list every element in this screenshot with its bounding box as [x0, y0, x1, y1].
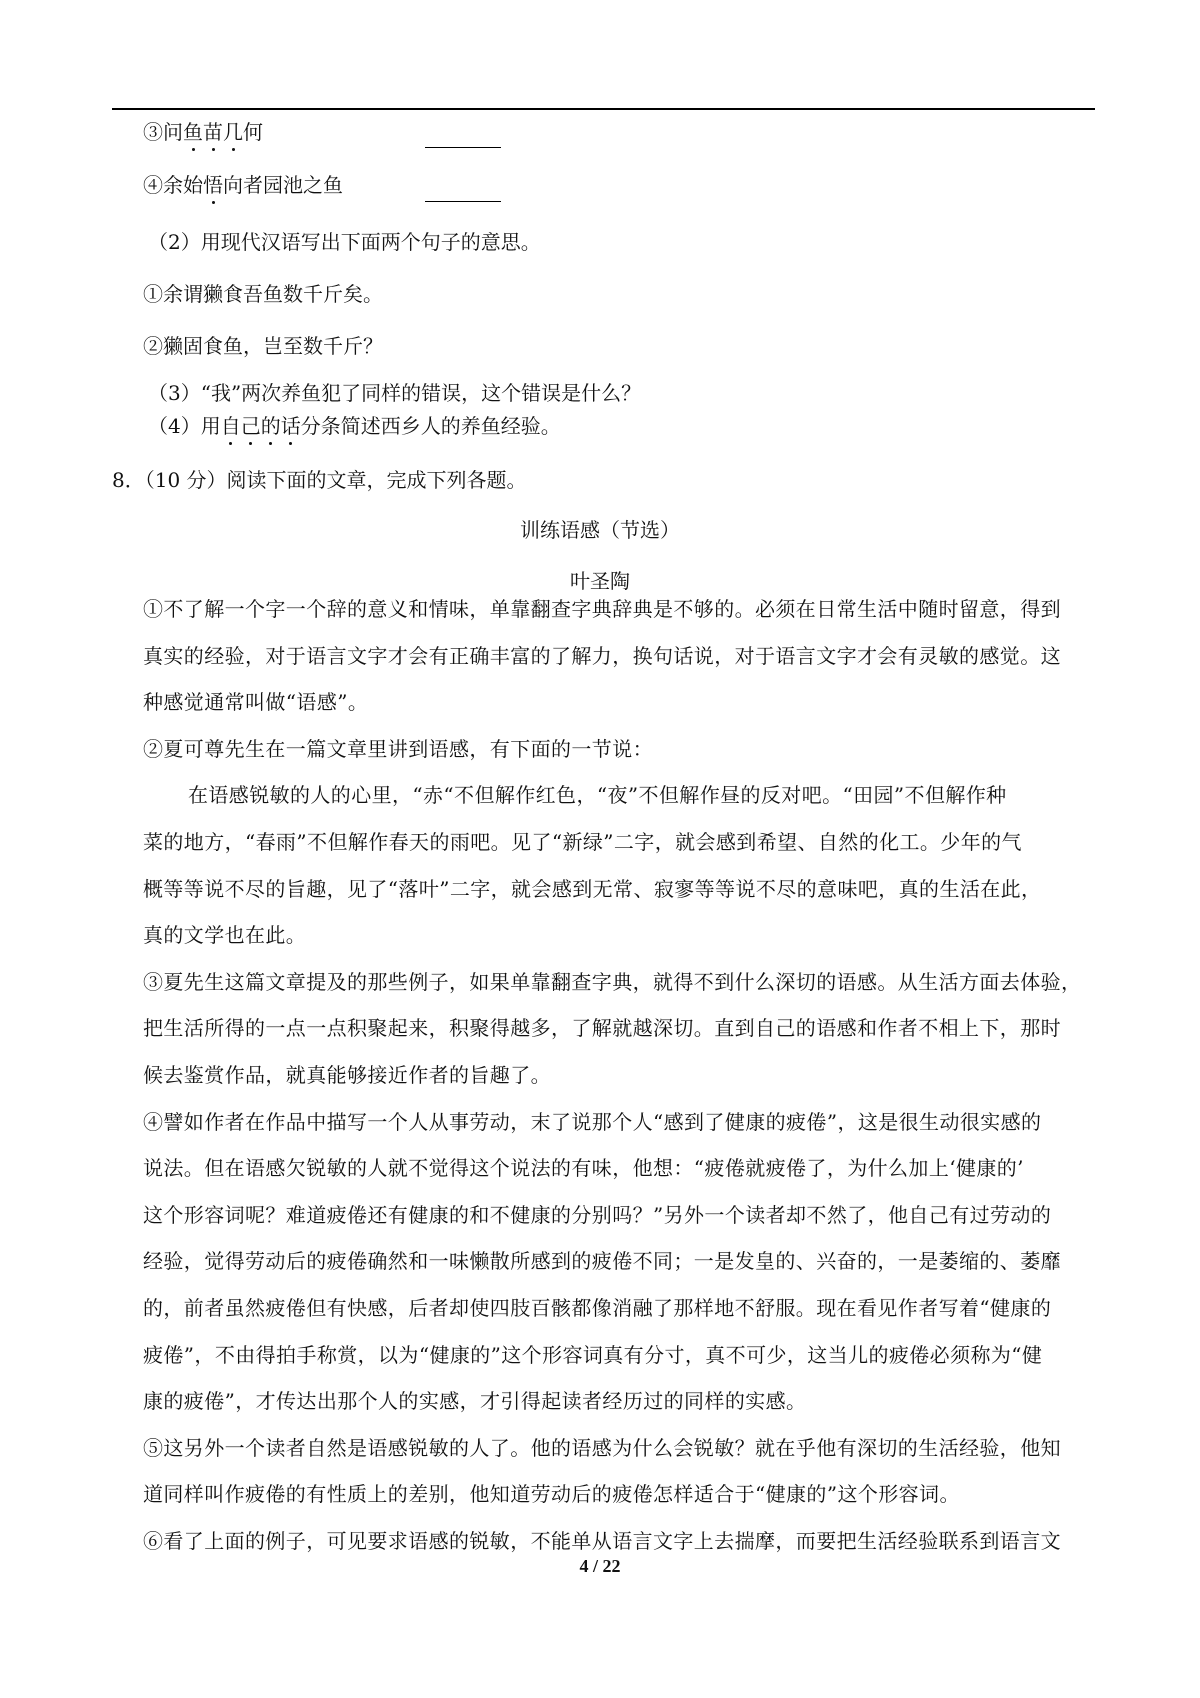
- article-line: 种感觉通常叫做“语感”。: [143, 690, 369, 715]
- article-line: 疲倦”，不由得拍手称赏，以为“健康的”这个形容词真有分寸，真不可少，这当儿的疲倦必须称为“健: [143, 1342, 1043, 1367]
- article-line: 真的文学也在此。: [143, 923, 307, 948]
- article-line: 的，前者虽然疲倦但有快感，后者却使四肢百骸都像消融了那样地不舒服。现在看见作者写着“健康的: [143, 1296, 1052, 1320]
- dotted-text: 自己的话: [220, 414, 301, 438]
- article-line: ③夏先生这篇文章提及的那些例子，如果单靠翻查字典，就得不到什么深切的语感。从生活方面去体验，: [143, 969, 1082, 994]
- q7-item3: ③问鱼苗几何: [143, 120, 263, 144]
- article-line: ⑥看了上面的例子，可见要求语感的锐敏，不能单从语言文字上去揣摩，而要把生活经验联系到语言文: [143, 1529, 1061, 1553]
- answer-blank-3[interactable]: [425, 147, 501, 148]
- article-title: 训练语感（节选）: [520, 518, 680, 542]
- article-line: 道同样叫作疲倦的有性质上的差别，他知道劳动后的疲倦怎样适合于“健康的”这个形容词。: [143, 1482, 960, 1507]
- q7-sub2-sentence-2: ②獭固食鱼，岂至数千斤？: [143, 334, 383, 358]
- dotted-text: 鱼苗几: [183, 120, 243, 144]
- article-line: ⑤这另外一个读者自然是语感锐敏的人了。他的语感为什么会锐敏？就在乎他有深切的生活经验，他知: [143, 1435, 1061, 1460]
- q7-sub4: （4）用自己的话分条简述西乡人的养鱼经验。: [148, 414, 561, 438]
- article-line: 在语感锐敏的人的心里，“赤“不但解作红色，“夜”不但解作昼的反对吧。“田园”不但解作种: [188, 783, 1007, 808]
- article-line: 菜的地方，“春雨”不但解作春天的雨吧。见了“新绿”二字，就会感到希望、自然的化工。少年的气: [143, 830, 1022, 854]
- article-line: ②夏可尊先生在一篇文章里讲到语感，有下面的一节说：: [143, 736, 653, 761]
- article-author: 叶圣陶: [570, 569, 630, 593]
- article-line: 把生活所得的一点一点积聚起来，积聚得越多，了解就越深切。直到自己的语感和作者不相上下，那时: [143, 1016, 1061, 1041]
- article-line: 概等等说不尽的旨趣，见了“落叶”二字，就会感到无常、寂寥等等说不尽的意味吧，真的生活在此，: [143, 876, 1042, 901]
- article-line: ①不了解一个字一个辞的意义和情味，单靠翻查字典辞典是不够的。必须在日常生活中随时留意，得到: [143, 597, 1061, 621]
- article-line: 这个形容词呢？难道疲倦还有健康的和不健康的分别吗？”另外一个读者却不然了，他自己有过劳动的: [143, 1202, 1052, 1227]
- article-line: 说法。但在语感欠锐敏的人就不觉得这个说法的有味，他想：“疲倦就疲倦了，为什么加上‘健康的’: [143, 1156, 1024, 1181]
- page-number: 4 / 22: [579, 1556, 621, 1576]
- q7-sub3: （3）“我”两次养鱼犯了同样的错误，这个错误是什么？: [148, 381, 642, 405]
- answer-blank-4[interactable]: [425, 201, 501, 202]
- article-line: 经验，觉得劳动后的疲倦确然和一味懒散所感到的疲倦不同；一是发皇的、兴奋的，一是萎缩的、萎靡: [143, 1249, 1061, 1274]
- q7-sub2: （2）用现代汉语写出下面两个句子的意思。: [148, 230, 541, 254]
- article-line: 康的疲倦”，才传达出那个人的实感，才引得起读者经历过的同样的实感。: [143, 1389, 807, 1414]
- article-line: 候去鉴赏作品，就真能够接近作者的旨趣了。: [143, 1063, 551, 1087]
- article-line: ④譬如作者在作品中描写一个人从事劳动，末了说那个人“感到了健康的疲倦”，这是很生动很实感的: [143, 1109, 1042, 1134]
- header-rule: [112, 108, 1095, 110]
- article-line: 真实的经验，对于语言文字才会有正确丰富的了解力，换句话说，对于语言文字才会有灵敏的感觉。这: [143, 643, 1061, 668]
- q8-heading: 8．（10 分）阅读下面的文章，完成下列各题。: [112, 468, 527, 492]
- q7-sub2-sentence-1: ①余谓獭食吾鱼数千斤矣。: [143, 282, 383, 306]
- q7-item4: ④余始悟向者园池之鱼: [143, 173, 343, 197]
- dotted-text: 悟: [203, 173, 223, 197]
